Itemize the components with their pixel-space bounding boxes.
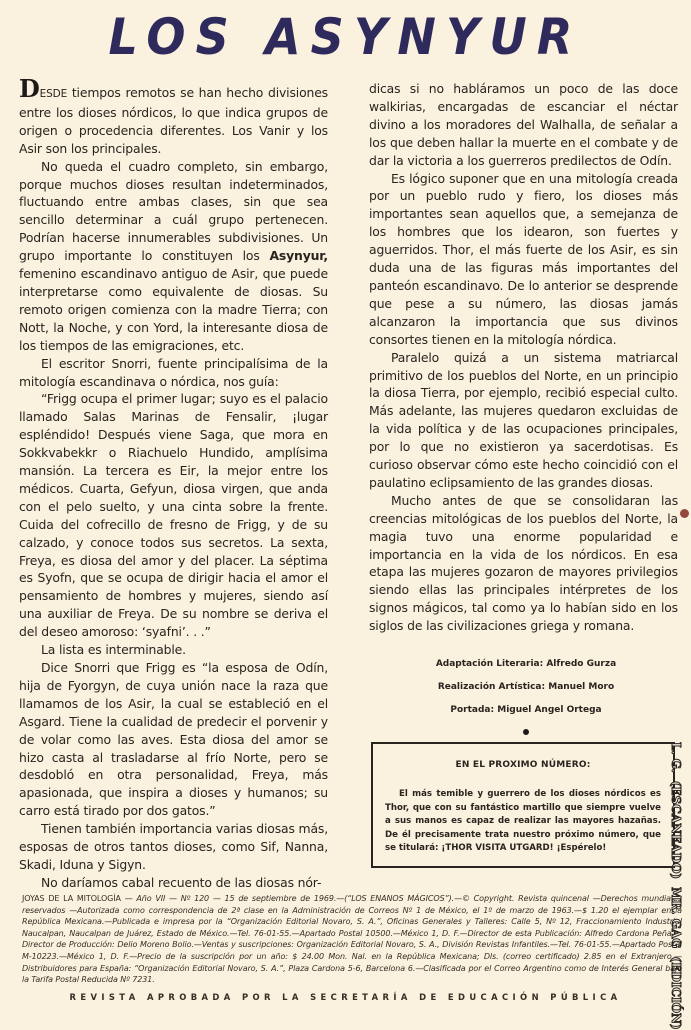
ink-stain	[680, 509, 689, 518]
article-paragraph	[19, 158, 328, 355]
article-paragraph: Mucho antes de que se consolidaran las creencias mitológicas de los pueblos del Norte, la magia tuvo una enorme popularidad e importancia en la vida de los nórdicos. En esa etapa las mujeres gozaron de mayores privilegios siendo ellas las principales intérpretes de los signos mágicos, tal como ya lo habían sido en los siglos de las civilizaciones griega y romana.	[369, 492, 678, 634]
watermark-line: (EDICIÓN)	[669, 956, 683, 1030]
legal-imprint	[22, 893, 682, 986]
next-issue-heading: EN EL PROXIMO NÚMERO:	[455, 760, 591, 770]
article-paragraph: El escritor Snorri, fuente principalísima de la mitología escandinava o nórdica, nos guía:	[19, 355, 328, 389]
drop-cap-rest: ESDE	[39, 88, 68, 100]
drop-cap: D	[19, 74, 40, 103]
paragraph-text: femenino escandinavo antiguo de Asir, que puede interpretarse como equivalente de diosas. Su remoto origen comienza con la madre Tierra; con Nott, la Noche, y con Yord, la interesante diosa de los tiempos de las emigraciones, etc.	[19, 266, 328, 353]
watermark-line: MR. GAG	[669, 887, 683, 949]
paragraph-text: No queda el cuadro completo, sin embargo, porque muchos dioses resultan indeterminados, fluctuando entre ambas clases, sin que sea sencillo determinar a cuál grupo pertenecen. Podrían hacerse innumerables subdivisiones. Un grupo importante lo constituyen los	[19, 158, 328, 264]
credit-cover: Portada: Miguel Angel Ortega	[450, 705, 602, 715]
next-issue-box	[371, 742, 675, 868]
credit-artistic-realization: Realización Artística: Manuel Moro	[437, 682, 615, 692]
article-paragraph: Paralelo quizá a un sistema matriarcal primitivo de los pueblos del Norte, en un principio la diosa Tierra, por ejemplo, recibió especial culto. Más adelante, las mujeres quedaron excluidas de la vida política y de las ocupaciones principales, por lo que no existieron ya sacerdotisas. Es curioso observar cómo este hecho coincidió con el paulatino eclipsamiento de las grandes diosas.	[369, 349, 678, 490]
page-title: LOS ASYNYUR	[108, 8, 583, 66]
emphasis-term: Asynyur,	[269, 248, 328, 264]
article-paragraph: dicas si no habláramos un poco de las doce walkirias, encargadas de escanciar el néctar divino a los moradores del Walhalla, de señalar a los que deben hallar la muerte en el combate y de dar la victoria a los guerreros predilectos de Odín.	[369, 81, 678, 168]
article-paragraph: No daríamos cabal recuento de las diosas nór-	[41, 874, 322, 890]
article-paragraph: Es lógico suponer que en una mitología creada por un pueblo rudo y fiero, los dioses más importantes sean aquellos que, a semejanza de los hombres que los idearon, son fuertes y aguerridos. Thor, el más fuerte de los Asir, es sin duda una de las figuras más importantes del panteón escandinavo. De lo anterior se desprende que pese a su número, las diosas jamás alcanzaron la importancia que sus divinos consortes tienen en la mitología nórdica.	[369, 170, 678, 347]
paragraph-text: tiempos remotos se han hecho divisiones entre los dioses nórdicos, lo que indica grupos de origen o procedencia diferentes. Los Vanir y los Asir son los principales.	[19, 85, 328, 156]
credits	[400, 653, 652, 745]
article-left-column	[19, 74, 328, 892]
watermark-line: L. G.	[669, 742, 683, 773]
article-paragraph: La lista es interminable.	[41, 642, 186, 658]
publication-name: JOYAS DE LA MITOLOGÍA	[22, 894, 121, 903]
imprint-text: — Año VII — Nº 120 — 15 de septiembre de 1969.—(“LOS ENANOS MÁGICOS”).—© Copyright. Revista quincenal —Derechos mundiales reservados —Autorizada como correspondencia de 2ª clase en la Administración de Correos Nº 1 de México, el 1º de marzo de 1963.—$ 1.20 el ejemplar en la República Mexicana.—Publicada e impresa por la “Organización Editorial Novaro, S. A.”, Oficinas Generales y Talleres: Calle 5, Nº 12, Fraccionamiento Industrial Naucalpan, Naucalpan de Juárez, Estado de México.—Tel. 76-01-55.—Apartado Postal 10500.—México 1, D. F.—Director de esta Publicación: Alfredo Cardona Peña.—Director de Producción: Delio Moreno Bolio.—Ventas y suscripciones: Organización Editorial Novaro, S. A., División Revistas Infantiles.—Tel. 76-01-55.—Apartado Postal M-10223.—México 1, D. F.—Precio de la suscripción por un año: $ 24.00 Mon. Nal. en la República Mexicana; Dls. (correo certificado) 2.85 en el Extranjero.—Distribuidores para España: “Organización Editorial Novaro, S. A.”, Plaza Cardona 5-6, Barcelona 6.—Clasificada por el Correo Argentino como de Interés General bajo la Tarifa Postal Reducida Nº 7231.	[22, 894, 682, 985]
bullet-ornament-icon	[523, 729, 529, 735]
approval-notice: REVISTA APROBADA POR LA SECRETARÍA DE EDUCACIÓN PÚBLICA	[69, 992, 622, 1002]
next-issue-text: El más temible y guerrero de los dioses nórdicos es Thor, que con su fantástico martillo que siempre vuelve a sus manos es capaz de realizar las mayores hazañas. De él precisamente trata nuestro próximo número, que se titulará: ¡THOR VISITA UTGARD! ¡Espérelo!	[385, 789, 661, 853]
article-right-column	[369, 80, 678, 635]
article-paragraph: Dice Snorri que Frigg es “la esposa de Odín, hija de Fyorgyn, de cuya unión nace la raza que llamamos de los Asir, la cual se estableció en el Asgard. Tiene la cualidad de predecir el porvenir y de volar como las aves. Esta diosa del amor se hizo casta al trasladarse al frío Norte, pero se desdobló en otra personalidad, Freya, más apasionada, que inspira a dioses y humanos; su carro está tirado por dos gatos.”	[19, 660, 328, 819]
article-paragraph	[19, 74, 328, 158]
article-paragraph: Tienen también importancia varias diosas más, esposas de otros tantos dioses, como Sif, Nanna, Skadi, Iduna y Sigyn.	[19, 821, 328, 872]
watermark-line: (ESCANEADO)	[669, 780, 683, 880]
article-quote: “Frigg ocupa el primer lugar; suyo es el palacio llamado Salas Marinas de Fensalir, ¡lugar espléndido! Después viene Saga, que mora en Sokkvabekkr o Riachuelo Hundido, amplísima mansión. La tercera es Eir, la mejor entre los médicos. Cuarta, Gefyun, diosa virgen, que anda con el pelo suelto, y una cinta sobre la frente. Cuida del cofrecillo de fresno de Frigg, y de su calzado, y conoce todos sus secretos. La sexta, Freya, es diosa del amor y del placer. La séptima es Syofn, que se ocupa de dirigir hacia el amor el pensamiento de hombres y mujeres, siendo así una auxiliar de Freya. De su nombre se deriva el del deseo amoroso: ‘syafni’. . .”	[19, 391, 328, 640]
credit-literary-adaptation: Adaptación Literaria: Alfredo Gurza	[435, 659, 617, 669]
